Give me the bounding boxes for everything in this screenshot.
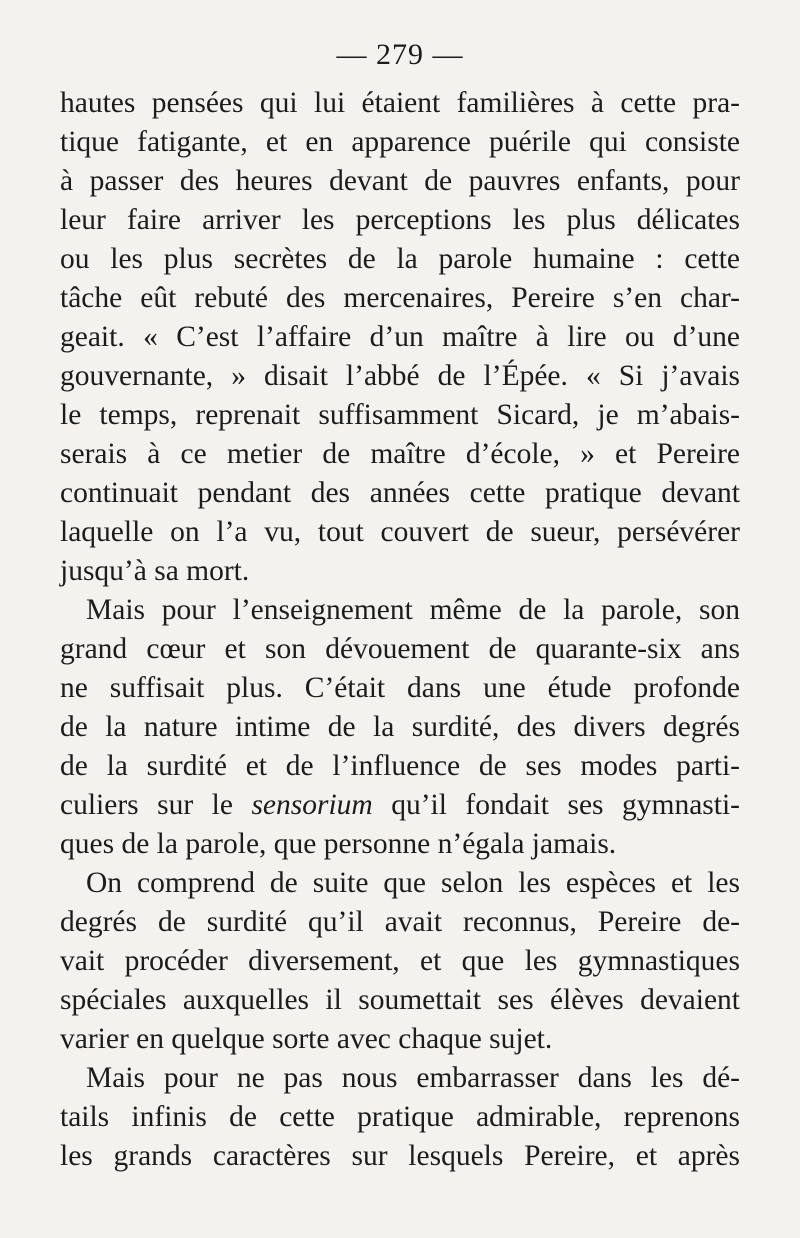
text-line: ne suffisait plus. C’était dans une étude profonde — [60, 672, 740, 704]
text-line: Mais pour ne pas nous embarrasser dans les dé- — [86, 1062, 740, 1094]
text-line: leur faire arriver les perceptions les plus délicates — [60, 204, 740, 236]
text-line: laquelle on l’a vu, tout couvert de sueur, persévérer — [60, 516, 740, 548]
text-segment: qu’il fondait ses gymnasti- — [372, 789, 740, 821]
text-line: tâche eût rebuté des mercenaires, Pereire s’en char- — [60, 282, 740, 314]
page-number: — 279 — — [336, 38, 464, 71]
body-text — [60, 84, 740, 1176]
text-line: vait procéder diversement, et que les gymnastiques — [60, 945, 740, 977]
text-line: de la nature intime de la surdité, des divers degrés — [60, 711, 740, 743]
text-line: Mais pour l’enseignement même de la parole, son — [86, 594, 740, 626]
text-line: hautes pensées qui lui étaient familières à cette pra- — [60, 87, 740, 119]
text-line: geait. « C’est l’affaire d’un maître à lire ou d’une — [60, 321, 740, 353]
text-line: de la surdité et de l’influence de ses modes parti- — [60, 750, 740, 782]
text-segment: culiers sur le — [60, 789, 252, 821]
text-line: le temps, reprenait suffisamment Sicard, je m’abais- — [60, 399, 740, 431]
text-line: jusqu’à sa mort. — [60, 555, 250, 587]
text-line: tails infinis de cette pratique admirable, reprenons — [60, 1101, 740, 1133]
text-line: gouvernante, » disait l’abbé de l’Épée. « Si j’avais — [60, 360, 740, 392]
text-line: continuait pendant des années cette pratique devant — [60, 477, 740, 509]
text-line: les grands caractères sur lesquels Pereire, et après — [60, 1140, 740, 1172]
text-line: ou les plus secrètes de la parole humaine : cette — [60, 243, 740, 275]
italic-term: sensorium — [251, 789, 373, 821]
text-line — [60, 786, 740, 825]
text-line: On comprend de suite que selon les espèces et les — [86, 867, 740, 899]
text-line: grand cœur et son dévouement de quarante-six ans — [60, 633, 740, 665]
text-line: degrés de surdité qu’il avait reconnus, Pereire de- — [60, 906, 740, 938]
text-line: varier en quelque sorte avec chaque sujet. — [60, 1023, 553, 1055]
text-line: à passer des heures devant de pauvres enfants, pour — [60, 165, 740, 197]
text-line: tique fatigante, et en apparence puérile qui consiste — [60, 126, 740, 158]
text-line: serais à ce metier de maître d’école, » et Pereire — [60, 438, 740, 470]
text-line: spéciales auxquelles il soumettait ses élèves devaient — [60, 984, 740, 1016]
text-line: ques de la parole, que personne n’égala jamais. — [60, 828, 617, 860]
